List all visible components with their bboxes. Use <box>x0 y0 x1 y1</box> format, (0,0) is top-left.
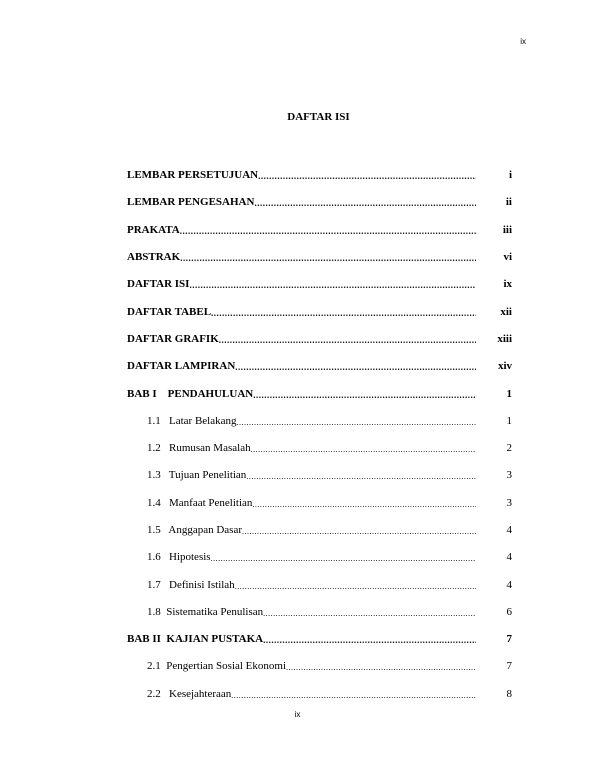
toc-entry-label: 1.4 Manfaat Penelitian <box>147 496 253 509</box>
toc-entry-label: BAB II KAJIAN PUSTAKA <box>127 633 264 646</box>
toc-entry-page: ix <box>503 278 512 291</box>
toc-leader-dots <box>252 498 476 511</box>
toc-entry-page: 4 <box>506 524 512 536</box>
toc-entry[interactable] <box>127 599 512 626</box>
toc-entry-page: i <box>508 169 512 182</box>
toc-entry-page: 1 <box>506 387 512 400</box>
toc-leader-dots <box>246 470 476 483</box>
toc-leader-dots <box>286 661 476 674</box>
toc-leader-dots <box>242 525 476 538</box>
toc-entry-page: 2 <box>506 442 512 455</box>
toc-entry-page: xii <box>500 305 512 318</box>
toc-entry-page: xiv <box>497 360 512 373</box>
toc-entry-label: 2.2 Kesejahteraan <box>147 687 232 700</box>
toc-leader-dots <box>253 389 476 402</box>
toc-entry-label: ABSTRAK <box>127 251 181 264</box>
toc-entry[interactable] <box>127 571 512 598</box>
toc-entry[interactable] <box>127 490 512 517</box>
toc-leader-dots <box>235 580 476 593</box>
toc-entry-page: xiii <box>497 332 512 345</box>
table-of-contents <box>127 162 512 708</box>
toc-entry-label: DAFTAR GRAFIK <box>127 332 219 345</box>
toc-entry-page: 3 <box>506 469 512 482</box>
toc-entry[interactable] <box>127 271 512 298</box>
toc-entry[interactable] <box>127 326 512 353</box>
toc-entry-page: 7 <box>506 660 512 673</box>
toc-leader-dots <box>254 197 476 210</box>
toc-entry[interactable] <box>127 544 512 571</box>
toc-entry[interactable] <box>127 353 512 380</box>
toc-entry-label: 1.8 Sistematika Penulisan <box>147 605 264 618</box>
toc-entry-page: ii <box>505 196 512 209</box>
toc-entry[interactable] <box>127 380 512 407</box>
toc-leader-dots <box>258 170 476 183</box>
toc-leader-dots <box>263 607 476 620</box>
toc-entry-page: 4 <box>506 578 512 591</box>
toc-leader-dots <box>263 634 476 647</box>
toc-entry[interactable] <box>127 298 512 325</box>
toc-entry-label: 1.1 Latar Belakang <box>147 414 237 427</box>
toc-leader-dots <box>180 252 476 265</box>
toc-leader-dots <box>211 552 476 565</box>
toc-leader-dots <box>231 689 476 702</box>
toc-entry-page: vi <box>503 251 512 264</box>
toc-entry[interactable] <box>127 408 512 435</box>
toc-entry[interactable] <box>127 462 512 489</box>
toc-entry-label: 1.6 Hipotesis <box>147 551 211 564</box>
toc-leader-dots <box>237 416 477 429</box>
header-page-number: ix <box>520 37 526 46</box>
toc-leader-dots <box>180 225 476 238</box>
toc-entry[interactable] <box>127 626 512 653</box>
toc-entry[interactable] <box>127 244 512 271</box>
toc-entry[interactable] <box>127 517 512 544</box>
toc-entry-label: 1.5 Anggapan Dasar <box>147 524 243 536</box>
toc-entry[interactable] <box>127 162 512 189</box>
toc-entry-page: 4 <box>506 551 512 564</box>
toc-entry-label: 1.2 Rumusan Masalah <box>147 442 251 455</box>
toc-leader-dots <box>189 279 476 292</box>
toc-entry-page: 1 <box>506 414 512 427</box>
toc-entry[interactable] <box>127 189 512 216</box>
toc-entry-label: DAFTAR LAMPIRAN <box>127 360 236 373</box>
toc-entry[interactable] <box>127 653 512 680</box>
toc-leader-dots <box>251 443 476 456</box>
toc-entry-label: LEMBAR PERSETUJUAN <box>127 169 259 182</box>
toc-entry[interactable] <box>127 217 512 244</box>
toc-entry-page: 8 <box>506 687 512 700</box>
toc-entry-label: 2.1 Pengertian Sosial Ekonomi <box>147 660 287 673</box>
toc-entry-label: PRAKATA <box>127 223 180 236</box>
toc-entry-label: 1.7 Definisi Istilah <box>147 578 235 591</box>
toc-leader-dots <box>211 307 476 320</box>
toc-leader-dots <box>235 361 476 374</box>
toc-entry-page: 6 <box>506 605 512 618</box>
toc-entry-page: 3 <box>506 496 512 509</box>
page-title: DAFTAR ISI <box>287 111 350 123</box>
toc-entry[interactable] <box>127 681 512 708</box>
toc-entry-page: iii <box>502 223 512 236</box>
toc-entry-page: 7 <box>506 633 512 646</box>
toc-entry-label: BAB I PENDAHULUAN <box>127 387 254 400</box>
footer-page-number: ix <box>294 710 301 719</box>
toc-entry-label: DAFTAR ISI <box>127 278 190 291</box>
toc-entry[interactable] <box>127 435 512 462</box>
toc-entry-label: DAFTAR TABEL <box>127 305 212 318</box>
toc-entry-label: LEMBAR PENGESAHAN <box>127 196 255 209</box>
toc-leader-dots <box>219 334 476 347</box>
toc-entry-label: 1.3 Tujuan Penelitian <box>147 469 247 482</box>
